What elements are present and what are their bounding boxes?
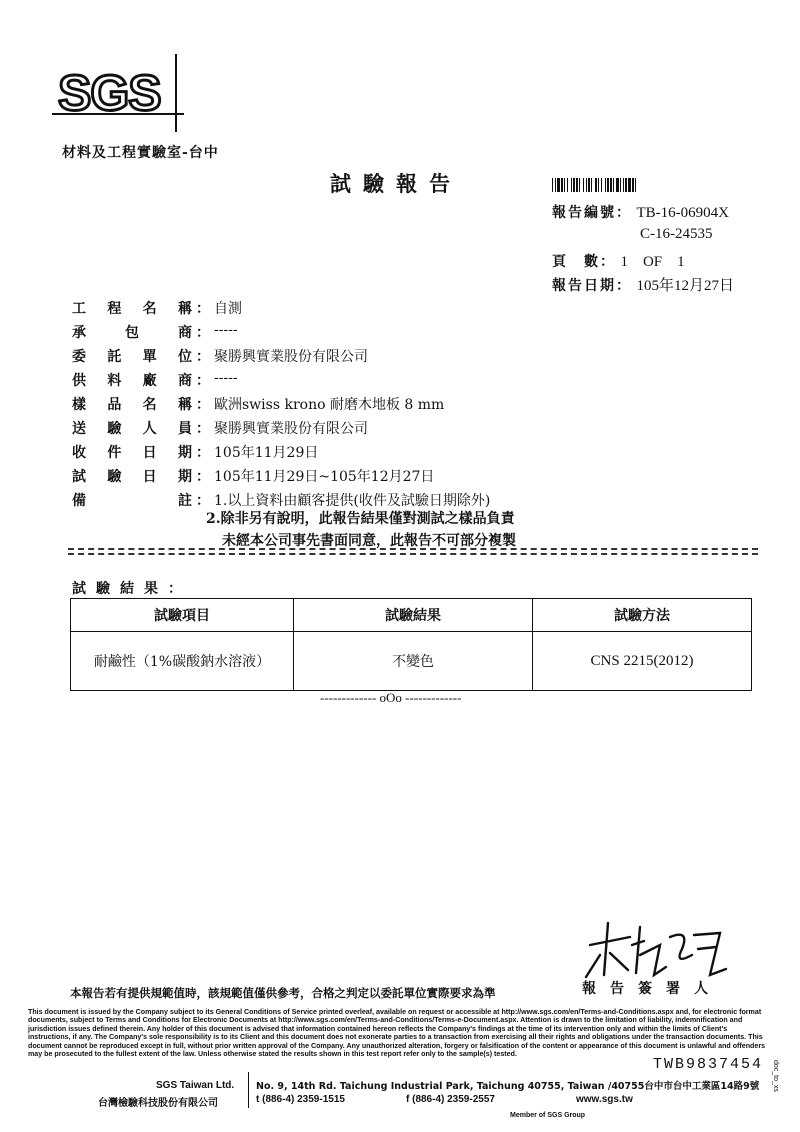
test-result-cell: 不變色 xyxy=(294,632,533,691)
report-title: 試驗報告 xyxy=(330,171,462,196)
company-address: No. 9, 14th Rd. Taichung Industrial Park, Taichung 40755, Taiwan /40755台中市台中工業區14路9號 xyxy=(256,1081,760,1092)
legal-terms: This document is issued by the Company subject to its General Conditions of Service printed overleaf, available on request or accessible at http://www.sgs.com/en/Terms-and-Conditions.aspx and, for electronic format documents, subject to Terms and Conditions for Electronic Documents at http://www.sgs.com/en/Terms-and-Conditions/Terms-e-Document.aspx. Attention is drawn to the limitation of liability, indemnification and jurisdiction issues defined therein. Any holder of this document is advised that information contained hereon reflects the Company's findings at the time of its intervention only and within the limits of Client's instructions, if any. The Company's sole responsibility is to its Client and this document does not exonerate parties to a transaction from exercising all their rights and obligations under the transaction documents. This document cannot be reproduced except in full, without prior written approval of the Company. Any unauthorized alteration, forgery or falsification of the content or appearance of this document is unlawful and offenders may be prosecuted to the fullest extent of the law. Unless otherwise stated the results shown in this test report refer only to the sample(s) tested. xyxy=(28,1008,766,1059)
report-number-1: TB-16-06904X xyxy=(636,205,729,221)
report-number-row xyxy=(552,202,729,222)
pages-label: 頁 數： xyxy=(552,254,616,270)
test-method-cell: CNS 2215(2012) xyxy=(533,632,752,691)
report-number-label: 報告編號： xyxy=(552,205,632,221)
info-label: 送 驗 人 員 xyxy=(72,421,192,437)
info-colon: ： xyxy=(196,445,210,461)
serial-number: TWB9837454 xyxy=(653,1056,764,1073)
info-colon: ： xyxy=(196,301,210,317)
info-value: 歐洲swiss krono 耐磨木地板 8 mm xyxy=(214,397,445,413)
info-colon: ： xyxy=(196,325,210,341)
note-line-3: 未經本公司事先書面同意，此報告不可部分複製 xyxy=(222,533,516,549)
company-name-en: SGS Taiwan Ltd. xyxy=(156,1080,235,1091)
company-phone: t (886-4) 2359-1515 xyxy=(256,1094,345,1105)
results-title: 試驗結果： xyxy=(72,581,192,597)
company-website: www.sgs.tw xyxy=(576,1094,633,1105)
info-value: 聚勝興實業股份有限公司 xyxy=(214,421,368,437)
end-of-report-mark: ------------- oOo ------------- xyxy=(320,690,462,705)
report-date-row xyxy=(552,274,734,295)
info-colon: ： xyxy=(196,493,210,509)
table-row xyxy=(71,632,752,691)
pages-row xyxy=(552,250,685,271)
sgs-logo xyxy=(48,52,188,134)
info-colon: ： xyxy=(196,469,210,485)
info-label: 工 程 名 稱 xyxy=(72,301,192,317)
info-label: 委 託 單 位 xyxy=(72,349,192,365)
info-value: 105年11月29日~105年12月27日 xyxy=(214,469,435,485)
section-divider xyxy=(68,548,758,555)
report-date-value: 105年12月27日 xyxy=(636,278,734,294)
disclaimer-statement: 本報告若有提供規範值時，該規範值僅供參考，合格之判定以委託單位實際要求為準 xyxy=(70,986,496,1000)
info-label: 供 料 廠 商 xyxy=(72,373,192,389)
lab-name: 材料及工程實驗室-台中 xyxy=(62,145,219,161)
sgs-logo-text: SGS xyxy=(58,65,161,121)
info-colon: ： xyxy=(196,349,210,365)
barcode-bar xyxy=(635,178,636,192)
info-label: 備 註 xyxy=(72,493,192,509)
col-test-item: 試驗項目 xyxy=(71,599,294,632)
member-of-sgs: Member of SGS Group xyxy=(510,1112,586,1119)
footer-divider xyxy=(248,1072,249,1108)
info-label: 樣 品 名 稱 xyxy=(72,397,192,413)
company-name-zh: 台灣檢驗科技股份有限公司 xyxy=(98,1098,218,1109)
col-test-result: 試驗結果 xyxy=(294,599,533,632)
report-date-label: 報告日期： xyxy=(552,278,632,294)
info-value: ----- xyxy=(214,322,238,338)
pages-value: 1 OF 1 xyxy=(620,254,685,270)
side-code: doc_to_xs xyxy=(772,1060,779,1092)
info-colon: ： xyxy=(196,421,210,437)
info-label: 收 件 日 期 xyxy=(72,445,192,461)
report-number-2: C-16-24535 xyxy=(640,226,713,242)
signer-label: 報告簽署人 xyxy=(582,981,722,997)
info-value: 105年11月29日 xyxy=(214,445,319,461)
results-table xyxy=(70,598,752,691)
info-label: 承 包 商 xyxy=(72,325,192,341)
results-header-row xyxy=(71,599,752,632)
info-value: 聚勝興實業股份有限公司 xyxy=(214,349,368,365)
info-value: ----- xyxy=(214,370,238,386)
test-item-cell: 耐鹼性（1%碳酸鈉水溶液） xyxy=(71,632,294,691)
info-value: 自測 xyxy=(214,301,242,317)
info-label: 試 驗 日 期 xyxy=(72,469,192,485)
note-line-2: 2.除非另有說明，此報告結果僅對測試之樣品負責 xyxy=(206,511,515,527)
info-colon: ： xyxy=(196,373,210,389)
company-fax: f (886-4) 2359-2557 xyxy=(406,1094,495,1105)
info-value: 1.以上資料由顧客提供(收件及試驗日期除外) xyxy=(214,493,491,509)
barcode xyxy=(552,178,742,192)
info-colon: ： xyxy=(196,397,210,413)
col-test-method: 試驗方法 xyxy=(533,599,752,632)
